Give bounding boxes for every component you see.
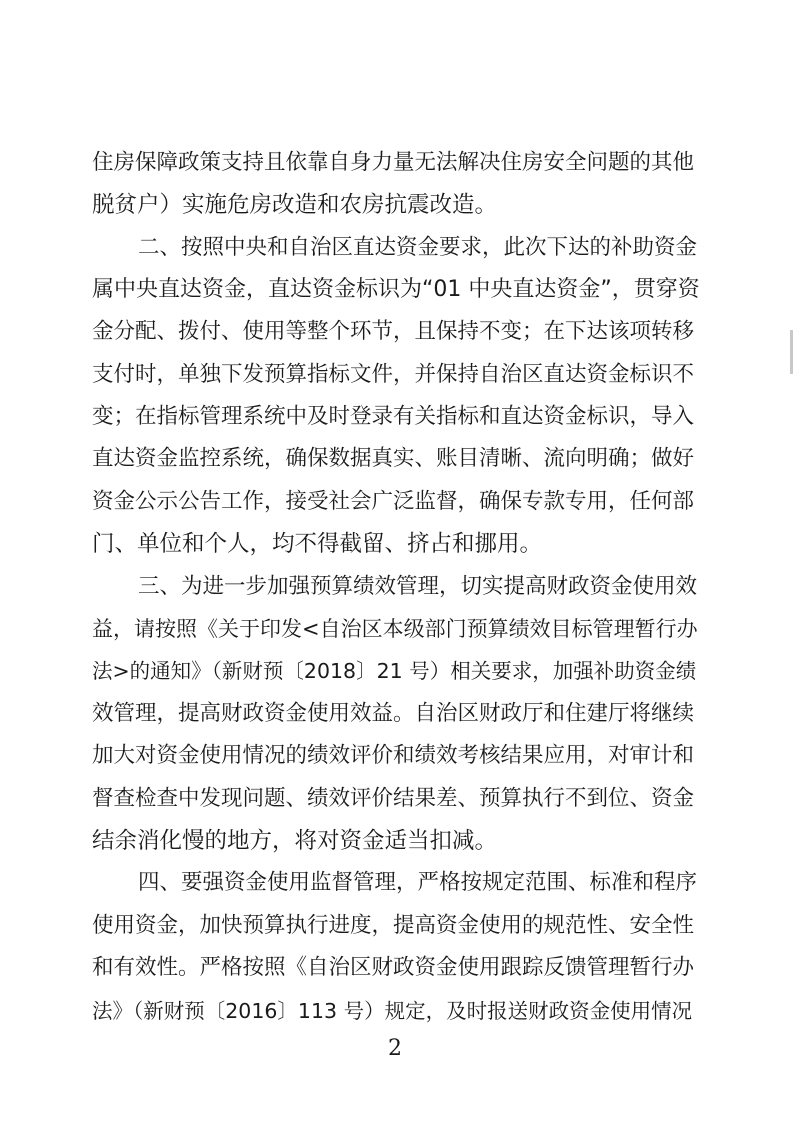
- paragraph-line: 益，请按照《关于印发<自治区本级部门预算绩效目标管理暂行办: [92, 617, 698, 641]
- paragraph-line: 效管理，提高财政资金使用效益。自治区财政厅和住建厅将继续: [92, 701, 695, 726]
- paragraph-line: 属中央直达资金，直达资金标识为“01 中央直达资金”，贯穿资: [92, 277, 700, 302]
- paragraph-line: 直达资金监控系统，确保数据真实、账目清晰、流向明确；做好: [92, 446, 695, 471]
- paragraph-line: 督查检查中发现问题、绩效评价结果差、预算执行不到位、资金: [92, 786, 695, 811]
- paragraph-line: 住房保障政策支持且依靠自身力量无法解决住房安全问题的其他: [92, 150, 695, 175]
- paragraph-line: 三、为进一步加强预算绩效管理，切实提高财政资金使用效: [138, 574, 698, 599]
- paragraph-line: 支付时，单独下发预算指标文件，并保持自治区直达资金标识不: [92, 362, 695, 387]
- paragraph-line: 变；在指标管理系统中及时登录有关指标和直达资金标识，导入: [92, 404, 695, 429]
- paragraph-line: 和有效性。严格按照《自治区财政资金使用跟踪反馈管理暂行办: [92, 955, 695, 980]
- paragraph-line: 脱贫户）实施危房改造和农房抗震改造。: [92, 192, 498, 218]
- paragraph-line: 结余消化慢的地方，将对资金适当扣减。: [92, 828, 498, 854]
- paragraph-line: 法》（新财预〔2016〕113 号）规定，及时报送财政资金使用情况: [92, 999, 693, 1023]
- paragraph-line: 二、按照中央和自治区直达资金要求，此次下达的补助资金: [138, 235, 698, 260]
- paragraph-line: 使用资金，加快预算执行进度，提高资金使用的规范性、安全性: [92, 913, 695, 938]
- paragraph-line: 四、要强资金使用监督管理，严格按规定范围、标准和程序: [138, 870, 698, 895]
- paragraph-line: 资金公示公告工作，接受社会广泛监督，确保专款专用，任何部: [92, 489, 695, 514]
- paragraph-line: 金分配、拨付、使用等整个环节，且保持不变；在下达该项转移: [92, 319, 695, 344]
- paragraph-line: 加大对资金使用情况的绩效评价和绩效考核结果应用，对审计和: [92, 743, 695, 768]
- page-number: 2: [388, 1036, 402, 1061]
- paragraph-line: 门、单位和个人，均不得截留、挤占和挪用。: [92, 531, 543, 557]
- paragraph-line: 法>的通知》（新财预〔2018〕21 号）相关要求，加强补助资金绩: [92, 659, 697, 683]
